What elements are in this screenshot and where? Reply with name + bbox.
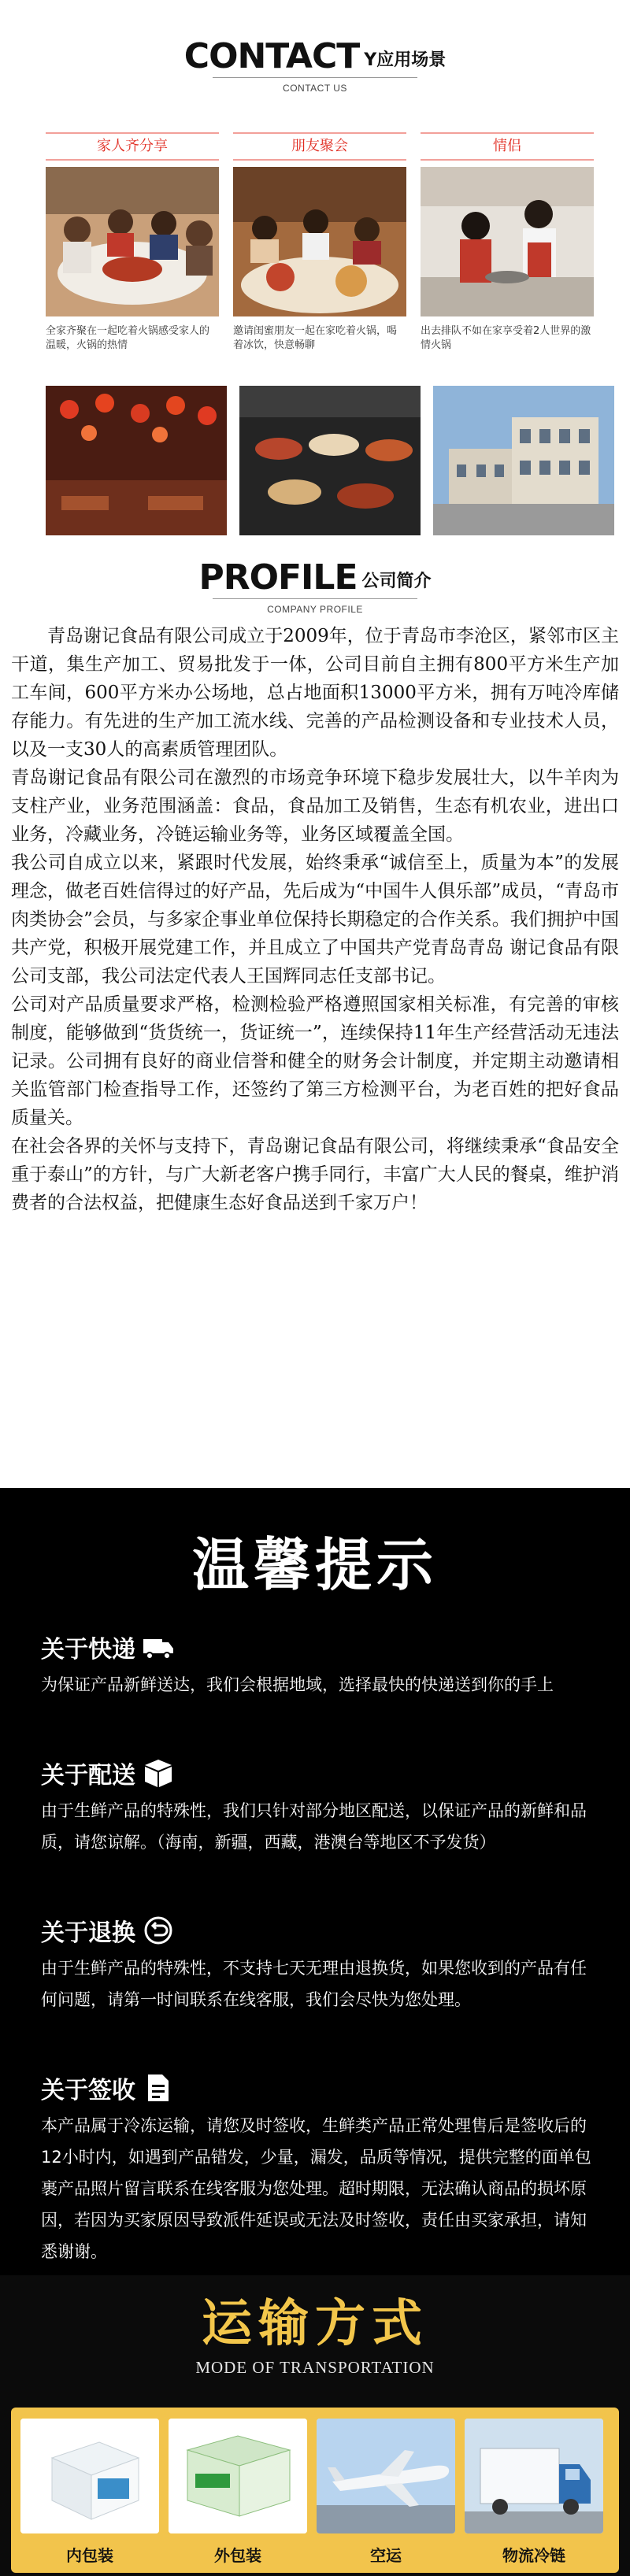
- tip-delivery: [41, 1756, 592, 1858]
- profile-title-row: [0, 557, 630, 598]
- couple-cooking-photo: [421, 167, 594, 316]
- tip-heading: 关于快递: [41, 1636, 135, 1664]
- transport-label: 物流冷链: [502, 2546, 565, 2565]
- truck-icon: [142, 1631, 175, 1663]
- profile-subtitle: COMPANY PROFILE: [267, 604, 363, 615]
- transport-title: 运输方式: [202, 2294, 428, 2353]
- profile-title-cn: 公司简介: [361, 572, 432, 591]
- tip-heading: 关于签收: [41, 2077, 135, 2104]
- scene-label: 家人齐分享: [46, 132, 219, 161]
- tip-heading-row: [41, 1630, 592, 1664]
- tips-title: 温馨提示: [191, 1531, 438, 1598]
- warm-tips-section: [0, 1488, 630, 2275]
- restaurant-lanterns-photo: [46, 386, 227, 535]
- foam-box-icon: [20, 2419, 159, 2533]
- scene-caption: 出去排队不如在家享受着2人世界的激情火锅: [421, 325, 591, 351]
- scene-caption: 邀请闺蜜朋友一起在家吃着火锅，喝着冰饮，快意畅聊: [233, 325, 398, 351]
- tip-body: 由于生鲜产品的特殊性，我们只针对部分地区配送，以保证产品的新鲜和品质，请您谅解。（海南，新疆，西藏，港澳台等地区不予发货）: [41, 1801, 587, 1852]
- transport-item-air: [317, 2419, 455, 2565]
- tip-heading: 关于退换: [41, 1919, 135, 1947]
- transport-subtitle: MODE OF TRANSPORTATION: [195, 2358, 435, 2377]
- scene-columns: [46, 132, 594, 353]
- contact-title-cn: Y应用场景: [364, 50, 447, 70]
- transport-item-outer-pack: [169, 2419, 307, 2565]
- friends-party-photo: [233, 167, 406, 316]
- transportation-section: [0, 2275, 630, 2576]
- food-buffet-photo: [239, 386, 421, 535]
- profile-paragraph: 公司对产品质量要求严格，检测检验严格遵照国家相关标准，有完善的审核制度，能够做到“货货统一，货证统一”，连续保持11年生产经营活动无违法记录。公司拥有良好的商业信誉和健全的财务会计制度，并定期主动邀请相关监管部门检查指导工作，还签约了第三方检测平台，为老百姓的把好食品质量关。: [11, 994, 619, 1128]
- tip-body: 由于生鲜产品的特殊性，不支持七天无理由退换货，如果您收到的产品有任何问题，请第一时间联系在线客服，我们会尽快为您处理。: [41, 1959, 587, 2009]
- profile-title-en: PROFILE: [198, 557, 358, 598]
- scene-label: 朋友聚会: [233, 132, 406, 161]
- application-scenes-section: [0, 0, 630, 551]
- tip-heading: 关于配送: [41, 1762, 135, 1790]
- profile-paragraph: 青岛谢记食品有限公司在激烈的市场竞争环境下稳步发展壮大，以牛羊肉为支柱产业，业务范围涵盖：食品，食品加工及销售，生态有机农业，进出口业务，冷藏业务，冷链运输业务等，业务区域覆盖全国。: [11, 768, 619, 845]
- airplane-icon: [317, 2419, 455, 2533]
- scene-label: 情侣: [421, 132, 594, 161]
- transport-label: 内包装: [66, 2546, 113, 2565]
- restaurant-photos: [46, 386, 614, 535]
- transport-item-cold-chain: [465, 2419, 603, 2565]
- company-building-photo: [433, 386, 614, 535]
- profile-paragraph: 在社会各界的关怀与支持下，青岛谢记食品有限公司，将继续秉承“食品安全重于泰山”的方针，与广大新老客户携手同行，丰富广大人民的餐桌，维护消费者的合法权益，把健康生态好食品送到千家万户！: [11, 1136, 619, 1213]
- box-icon: [142, 1757, 175, 1789]
- contact-title-row: [0, 36, 630, 76]
- scene-family: [46, 132, 219, 353]
- transport-item-inner-pack: [20, 2419, 159, 2565]
- profile-body: [11, 622, 619, 1217]
- transport-label: 空运: [370, 2546, 402, 2565]
- tip-body: 本产品属于冷冻运输，请您及时签收，生鲜类产品正常处理售后是签收后的12小时内，如遇到产品错发，少量，漏发，品质等情况，提供完整的面单包裹产品照片留言联系在线客服为您处理。超时期限，无法确认商品的损坏原因，若因为买家原因导致派件延误或无法及时签收，责任由买家承担，请知悉谢谢。: [41, 2116, 591, 2261]
- tip-heading-row: [41, 1756, 592, 1790]
- document-icon: [142, 2072, 175, 2104]
- transport-label: 外包装: [214, 2546, 261, 2565]
- scene-caption: 全家齐聚在一起吃着火锅感受家人的温暖，火锅的热情: [46, 325, 210, 351]
- tip-heading-row: [41, 2071, 592, 2105]
- profile-header: [0, 557, 630, 615]
- return-icon: [142, 1915, 175, 1946]
- scene-couple: [421, 132, 594, 353]
- family-hotpot-photo: [46, 167, 219, 316]
- carton-icon: [169, 2419, 307, 2533]
- company-profile-section: [0, 551, 630, 1488]
- tip-receipt: [41, 2071, 592, 2267]
- contact-header: [0, 0, 630, 94]
- tip-express: [41, 1630, 592, 1701]
- tip-return: [41, 1913, 592, 2015]
- refrigerated-truck-icon: [465, 2419, 603, 2533]
- tip-heading-row: [41, 1913, 592, 1948]
- scene-friends: [233, 132, 406, 353]
- tip-body: 为保证产品新鲜送达，我们会根据地域，选择最快的快递送到你的手上: [41, 1675, 554, 1694]
- profile-paragraph: 我公司自成立以来，紧跟时代发展，始终秉承“诚信至上，质量为本”的发展理念，做老百姓信得过的好产品，先后成为“中国牛人俱乐部”成员，“青岛市肉类协会”会员，与多家企事业单位保持长期稳定的合作关系。我们拥护中国共产党，积极开展党建工作，并且成立了中国共产党青岛青岛 谢记食品有限公司支部，我公司法定代表人王国辉同志任支部书记。: [11, 853, 619, 986]
- contact-title-en: CONTACT: [183, 36, 360, 76]
- title-divider: [213, 77, 417, 78]
- title-divider: [213, 598, 417, 599]
- profile-paragraph: 青岛谢记食品有限公司成立于2009年，位于青岛市李沧区，紧邻市区主干道，集生产加工、贸易批发于一体，公司目前自主拥有800平方米生产加工车间，600平方米办公场地，总占地面积13000平方米，拥有万吨冷库储存能力。有先进的生产加工流水线、完善的产品检测设备和专业技术人员，以及一支30人的高素质管理团队。: [11, 626, 619, 760]
- contact-subtitle: CONTACT US: [283, 83, 347, 94]
- transport-panel: [11, 2408, 619, 2573]
